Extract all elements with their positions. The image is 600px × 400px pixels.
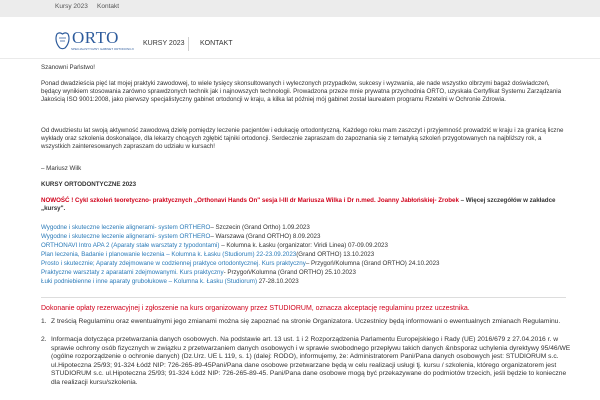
course-details: – Warszawa (Grand ORTHO) 8.09.2023: [210, 233, 321, 240]
course-link[interactable]: Wygodne i skuteczne leczenie alignerami- system ORTHERO: [41, 233, 211, 240]
news-link[interactable]: NOWOŚĆ ! Cykl szkoleń teoretyczno- praktycznych „Orthonavi Hands On" sesja I-III dr Mariusza Wilka i Dr n.med. Joanny Jabłońskiej- Zrobek: [41, 197, 459, 204]
section-divider: [41, 297, 566, 298]
course-link[interactable]: ORTHONAVI Intro APA 2 (Aparaty stałe warsztaty z typodontami): [41, 242, 220, 249]
course-item: [41, 260, 440, 268]
top-bar: [0, 0, 600, 17]
nav-item-kontakt[interactable]: KONTAKT: [200, 40, 233, 47]
news-announcement: [41, 197, 561, 213]
terms-number: 2.: [41, 336, 47, 343]
site-logo[interactable]: [54, 28, 134, 58]
course-link[interactable]: Wygodne i skuteczne leczenie alignerami- system ORTHERO: [41, 224, 211, 231]
intro-paragraph-2: Od dwudziestu lat swoją aktywność zawodową dzielę pomiędzy leczenie pacjentów i edukację ortodontyczną. Każdego roku mam zaszczyt i przyjemność prowadzić w kraju i za granicą liczne wykłady oraz szkolenia doskonalące, dla lekarzy chcących zgłębić tajniki ortodoncji. Serdecznie zapraszam do zapoznania się z tematyką szkoleń przygotowanych na najbliższy rok, a wszystkich zainteresowanych zapraszam do udziału w kursach!: [41, 127, 564, 150]
logo-tagline: SPECJALISTYCZNY GABINET ORTODONCJI: [71, 47, 134, 51]
course-link[interactable]: Plan leczenia, Badanie i planowanie leczenia – Kolumna k. Łasku (Studiorum) 22-23.09.2023: [41, 251, 297, 258]
course-link[interactable]: Praktyczne warsztaty z aparatami zdejmowanymi. Kurs praktyczny: [41, 269, 224, 276]
terms-number: 1.: [41, 318, 47, 325]
course-details: – Szczecin (Grand Ortho) 1.09.2023: [210, 224, 310, 231]
intro-paragraph-1: Ponad dwadzieścia pięć lat mojej praktyki zawodowej, to wiele tysięcy skonsultowanych i wyleczonych przypadków, sukcesy i wyzwania, ale nade wszystko olbrzymi bagaż doświadczeń, będący wynikiem stosowania zarówno sprawdzonych technik jak i najnowszych technologii. Prowadzona przeze mnie prywatna przychodnia ORTO, uzyskała Certyfikat Systemu Zarządzania Jakością ISO 9001:2008, jako pierwszy specjalistyczny gabinet ortodoncji w kraju, a kilka lat później mój gabinet został laureatem programu Rzetelni w Ochronie Zdrowia.: [41, 80, 562, 103]
courses-heading: KURSY ORTODONTYCZNE 2023: [41, 181, 137, 188]
nav-divider: [188, 37, 189, 51]
signature: – Mariusz Wilk: [41, 165, 82, 172]
course-item: [41, 269, 356, 277]
greeting: Szanowni Państwo!: [41, 64, 95, 71]
course-details: 27-28.10.2023: [257, 278, 299, 285]
topbar-link-kursy[interactable]: Kursy 2023: [55, 3, 88, 10]
course-link[interactable]: Łuki podniebienne i inne aparaty grubołukowe – Kolumna k. Łasku (Studiorum): [41, 278, 258, 285]
course-item: [41, 251, 374, 259]
topbar-link-kontakt[interactable]: Kontakt: [97, 3, 120, 10]
terms-text: Informacja dotycząca przetwarzania danych osobowych. Na podstawie art. 13 ust. 1 i 2 Rozporządzenia Parlamentu Europejskiego i Rady (UE) 2016/679 z 27.04.2016 r. w sprawie ochrony osób fizycznych w związku z przetwarzaniem danych osobowych i w sprawie swobodnego przepływu takich danych &nbsporaz uchylenia dyrektywy 95/46/WE (ogólne rozporządzenie o ochronie danych) (Dz.Urz. UE L 119, s. 1) (dalej: RODO), informujemy, że: Administratorem Pani/Pana danych osobowych jest: STUDIORUM s.c. ul.Hipoteczna 25/93; 91-324 Łódź NIP: 726-265-89-45Pani/Pana dane osobowe przetwarzane będą w celu realizacji usługi tj. kursu / szkolenia, którego organizatorem jest STUDIORUM s.c. ul.Hipoteczna 25/93; 91-324 Łódź NIP: 726-265-89-45. Pani/Pana dane osobowe mogą być przekazywane do podmiotów trzecich, jeśli będzie to konieczne dla realizacji kursu/szkolenia.: [51, 336, 571, 386]
nav-divider-line: [0, 58, 600, 59]
course-details: – Kolumna k. Łasku (organizator: Viridi Linea) 07-09.09.2023: [219, 242, 388, 249]
logo-wordmark: ORTO: [72, 28, 119, 47]
course-item: [41, 242, 388, 250]
course-details: – Przygoń/Kolumna (Grand ORTHO) 24.10.2023: [305, 260, 440, 267]
course-item: [41, 233, 320, 241]
course-details: - Przygoń/Kolumna (Grand ORTHO) 25.10.2023: [223, 269, 356, 276]
nav-item-kursy-2023[interactable]: KURSY 2023: [143, 40, 185, 47]
course-link[interactable]: Prosto i skutecznie; Aparaty zdejmowane w codziennej praktyce ortodontycznej. Kurs praktyczny: [41, 260, 306, 267]
course-item: [41, 224, 310, 232]
regulation-notice: Dokonanie opłaty rezerwacyjnej i zgłoszenie na kurs organizowany przez STUDIORUM, oznacza akceptację regulaminu przez uczestnika.: [41, 305, 470, 312]
tooth-emblem-icon: [54, 30, 71, 52]
course-item: [41, 278, 299, 286]
course-details: (Grand ORTHO) 13.10.2023: [296, 251, 375, 258]
terms-text: Z treścią Regulaminu oraz ewentualnymi jego zmianami można się zapoznać na stronie Organizatora. Uczestnicy będą informowani o ewentualnych zmianach Regulaminu.: [51, 318, 561, 325]
news-suffix: – Więcej szczegółów w zakładce „kursy".: [41, 197, 556, 212]
